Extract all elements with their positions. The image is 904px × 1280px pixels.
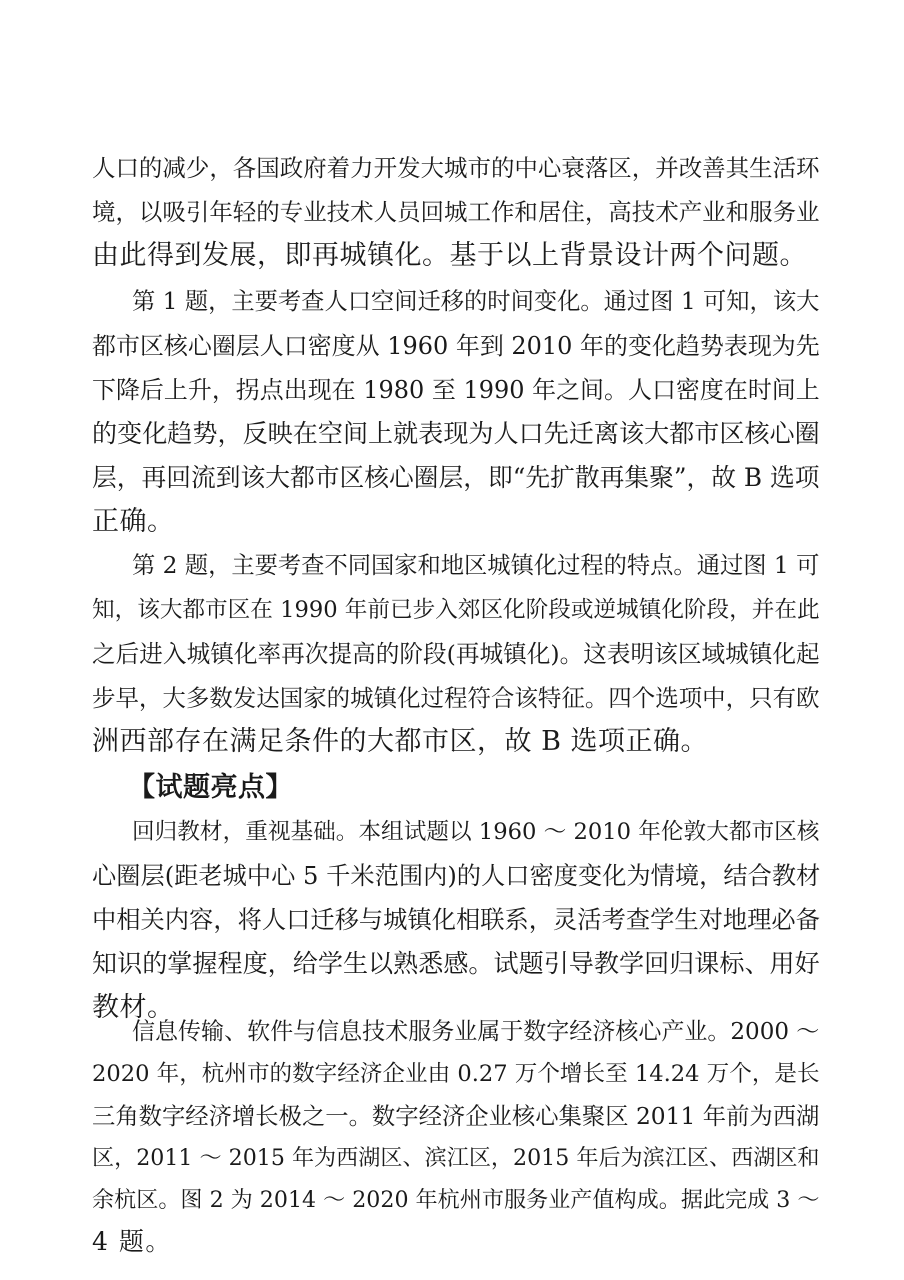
paragraph-line: 由此得到发展，即再城镇化。基于以上背景设计两个问题。 [92,240,807,271]
paragraph-line: 人口的减少，各国政府着力开发大城市的中心衰落区，并改善其生活环 [92,154,820,182]
paragraph-line: 知识的掌握程度，给学生以熟悉感。试题引导教学回归课标、用好 [92,949,820,978]
paragraph-line: 2020 年，杭州市的数字经济企业由 0.27 万个增长至 14.24 万个，是长 [92,1061,820,1087]
paragraph-line: 三角数字经济增长极之一。数字经济企业核心集聚区 2011 年前为西湖 [92,1102,820,1130]
paragraph-line: 境，以吸引年轻的专业技术人员回城工作和居住，高技术产业和服务业 [92,198,820,226]
paragraph-line: 教材。 [92,992,175,1023]
paragraph-line: 信息传输、软件与信息技术服务业属于数字经济核心产业。2000 ～ [132,1019,820,1045]
paragraph-line: 层，再回流到该大都市区核心圈层，即“先扩散再集聚”，故 B 选项 [92,463,820,492]
section-heading: 【试题亮点】 [128,772,293,803]
paragraph-line: 第 1 题，主要考查人口空间迁移的时间变化。通过图 1 可知，该大 [132,288,820,315]
paragraph-line: 余杭区。图 2 为 2014 ～ 2020 年杭州市服务业产值构成。据此完成 3 ～ [92,1187,820,1213]
paragraph-line: 正确。 [92,506,175,537]
paragraph-line: 的变化趋势，反映在空间上就表现为人口先迁离该大都市区核心圈 [92,419,820,448]
paragraph-line: 都市区核心圈层人口密度从 1960 年到 2010 年的变化趋势表现为先 [92,332,820,360]
paragraph-line: 区，2011 ～ 2015 年为西湖区、滨江区，2015 年后为滨江区、西湖区和 [92,1145,820,1171]
paragraph-line: 之后进入城镇化率再次提高的阶段(再城镇化)。这表明该区域城镇化起 [92,640,820,668]
paragraph-line: 4 题。 [92,1227,172,1256]
paragraph-line: 心圈层(距老城中心 5 千米范围内)的人口密度变化为情境，结合教材 [92,861,821,890]
paragraph-line: 知，该大都市区在 1990 年前已步入郊区化阶段或逆城镇化阶段，并在此 [92,597,820,623]
paragraph-line: 第 2 题，主要考查不同国家和地区城镇化过程的特点。通过图 1 可 [132,552,820,579]
paragraph-line: 洲西部存在满足条件的大都市区，故 B 选项正确。 [92,726,709,757]
paragraph-line: 中相关内容，将人口迁移与城镇化相联系，灵活考查学生对地理必备 [92,905,820,934]
paragraph-line: 下降后上升，拐点出现在 1980 至 1990 年之间。人口密度在时间上 [92,376,820,404]
paragraph-line: 回归教材，重视基础。本组试题以 1960 ～ 2010 年伦敦大都市区核 [132,819,820,845]
paragraph-line: 步早，大多数发达国家的城镇化过程符合该特征。四个选项中，只有欧 [92,684,820,712]
